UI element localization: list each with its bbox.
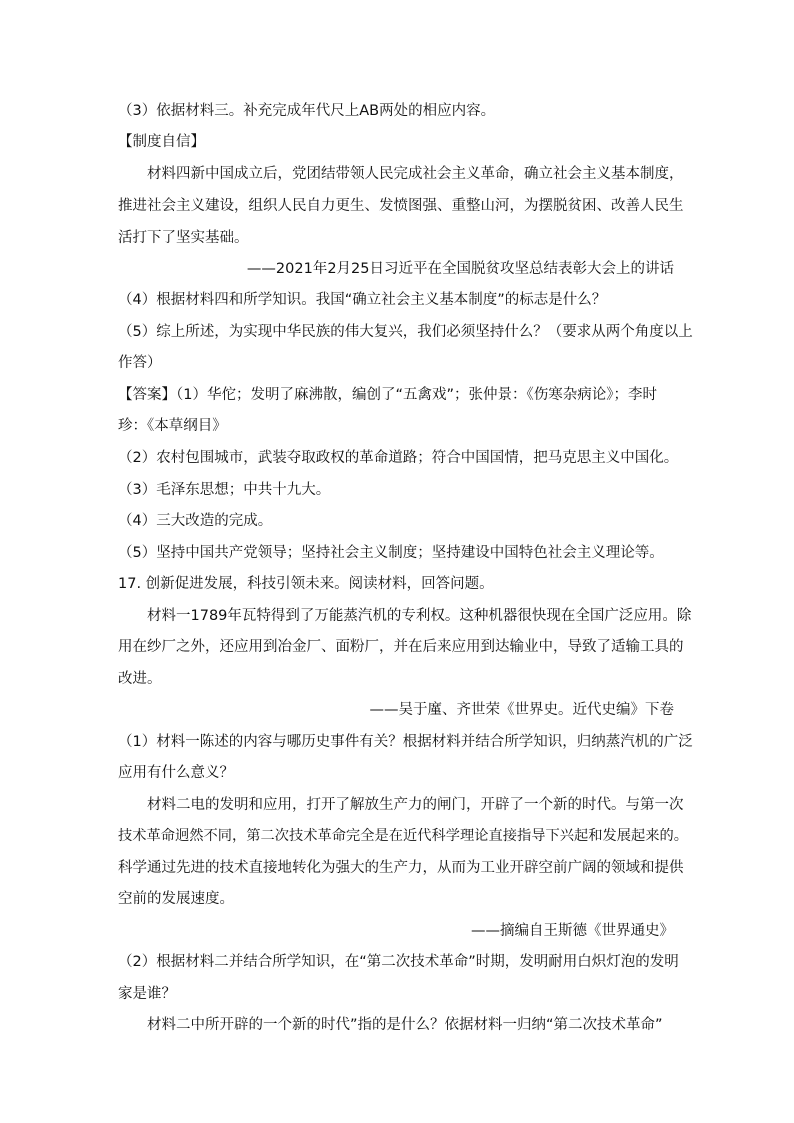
section-heading-institutional-confidence: 【制度自信】 <box>118 134 205 150</box>
material-1-line-3: 改进。 <box>118 671 162 687</box>
material-2-line-3: 科学通过先进的技术直接地转化为强大的生产力，从而为工业开辟空前广阔的领域和提供 <box>118 860 684 876</box>
question-17-1-line-1: （1）材料一陈述的内容与哪历史事件有关？根据材料并结合所学知识，归纳蒸汽机的广泛 <box>118 734 693 750</box>
material-2-line-4: 空前的发展速度。 <box>118 891 234 907</box>
material-2-line-1: 材料二电的发明和应用，打开了解放生产力的闸门，开辟了一个新的时代。与第一次 <box>147 797 684 813</box>
answer-3: （3）毛泽东思想；中共十九大。 <box>118 482 331 498</box>
question-3-text: （3）依据材料三。补充完成年代尺上AB两处的相应内容。 <box>118 103 496 119</box>
question-5-line-2: 作答） <box>118 355 162 371</box>
material-4-line-1: 材料四新中国成立后，党团结带领人民完成社会主义革命，确立社会主义基本制度， <box>147 166 684 182</box>
question-17-1-line-2: 应用有什么意义？ <box>118 765 234 781</box>
material-4-line-3: 活打下了坚实基础。 <box>118 230 249 246</box>
answer-1-line-2: 珍：《本草纲目》 <box>118 418 227 434</box>
material-2-line-2: 技术革命迥然不同，第二次技术革命完全是在近代科学理论直接指导下兴起和发展起来的。 <box>118 828 689 844</box>
answer-1-line-1: 【答案】（1）华佗；发明了麻沸散，编创了“五禽戏”；张仲景：《伤寒杂病论》；李时 <box>118 387 657 403</box>
question-17-2-line-1: （2）根据材料二并结合所学知识，在“第二次技术革命”时期，发明耐用白炽灯泡的发明 <box>118 954 679 970</box>
material-1-line-2: 用在纱厂之外，还应用到冶金厂、面粉厂，并在后来应用到达输业中，导致了适输工具的 <box>118 639 684 655</box>
material-2-source: ——摘编自王斯德《世界通史》 <box>471 923 674 939</box>
material-1-source: ——吴于廑、齐世荣《世界史。近代史编》下卷 <box>369 702 674 718</box>
answer-2: （2）农村包围城市，武装夺取政权的革命道路；符合中国国情，把马克思主义中国化。 <box>118 450 679 466</box>
answer-4: （4）三大改造的完成。 <box>118 513 273 529</box>
answer-5: （5）坚持中国共产党领导；坚持社会主义制度；坚持建设中国特色社会主义理论等。 <box>118 545 664 561</box>
material-1-line-1: 材料一1789年瓦特得到了万能蒸汽机的专利权。这种机器很快现在全国广泛应用。除 <box>147 608 692 624</box>
question-5-line-1: （5）综上所述，为实现中华民族的伟大复兴，我们必须坚持什么？（要求从两个角度以上 <box>118 324 693 340</box>
material-4-line-2: 推进社会主义建设，组织人民自力更生、发愤图强、重整山河，为摆脱贫困、改善人民生 <box>118 198 684 214</box>
question-4-text: （4）根据材料四和所学知识。我国“确立社会主义基本制度”的标志是什么？ <box>118 292 607 308</box>
material-4-source: ——2021年2月25日习近平在全国脱贫攻坚总结表彰大会上的讲话 <box>246 261 674 277</box>
question-17-3-line-1: 材料二中所开辟的一个新的时代”指的是什么？依据材料一归纳“第二次技术革命” <box>147 1017 663 1033</box>
question-17-title: 17. 创新促进发展，科技引领未来。阅读材料，回答问题。 <box>118 576 494 592</box>
question-17-2-line-2: 家是谁？ <box>118 986 176 1002</box>
